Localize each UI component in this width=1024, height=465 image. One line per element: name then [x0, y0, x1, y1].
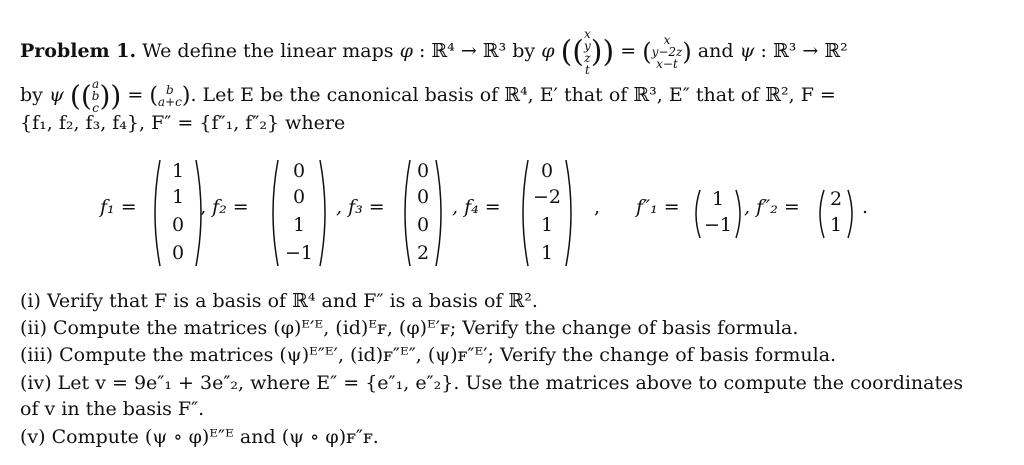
- f1-label: f₁ =: [100, 196, 137, 218]
- basis-definition: {f₁, f₂, f₃, f₄}, F″ = {f″₁, f″₂} where: [20, 112, 346, 134]
- map2-text: : ℝ³ → ℝ²: [760, 40, 848, 62]
- phi-symbol-2: φ: [541, 40, 555, 62]
- f4-entry: 0: [540, 160, 554, 182]
- end-period: .: [862, 196, 869, 218]
- problem-line-2: by ψ (( a b c )) = ( b a+c ). Let E be the canonical basis of ℝ⁴, E′ that of ℝ³, E″ that of ℝ², F =: [20, 77, 836, 115]
- f4-entry: −2: [532, 186, 561, 208]
- psi-symbol: ψ: [739, 40, 755, 62]
- f2-entry: 0: [292, 160, 306, 182]
- f2-entry: −1: [284, 242, 313, 264]
- f2-label: , f₂ =: [200, 196, 249, 218]
- psi-symbol-2: ψ: [48, 84, 64, 106]
- intro-text: We define the linear maps: [142, 40, 394, 62]
- basis-vectors: [0, 158, 1024, 268]
- f3-label: , f₃ =: [336, 196, 385, 218]
- f4-entry: 1: [540, 242, 554, 264]
- by-text: by: [20, 84, 43, 106]
- phi-symbol: φ: [399, 40, 413, 62]
- and-text: and: [697, 40, 734, 62]
- item-iv-continued: of v in the basis F″.: [20, 398, 205, 420]
- item-ii: (ii) Compute the matrices (φ)ᴱ′ᴱ, (id)ᴱꜰ, (φ)ᴱ′ꜰ; Verify the change of basis formula.: [20, 317, 799, 339]
- item-iii: (iii) Compute the matrices (ψ)ᴱ″ᴱ′, (id)ꜰ″ᴱ″, (ψ)ꜰ″ᴱ′; Verify the change of basis formula.: [20, 344, 837, 366]
- f4-entry: 1: [540, 214, 554, 236]
- f3-entry: 0: [416, 214, 430, 236]
- f1-entry: 1: [171, 160, 185, 182]
- f1pp-entry: 1: [711, 188, 725, 210]
- problem-line-1: Problem 1. We define the linear maps φ : ℝ⁴ → ℝ³ by φ (( x y z t )) = ( x y−2z x−t ) and ψ : ℝ³ → ℝ²: [20, 27, 848, 77]
- f4-label: , f₄ =: [452, 196, 501, 218]
- f3-entry: 0: [416, 186, 430, 208]
- equals: =: [620, 40, 637, 62]
- f2-entry: 0: [292, 186, 306, 208]
- separator-comma: ,: [594, 196, 601, 218]
- problem-line-3: [20, 112, 345, 134]
- psi-argument: a b c: [91, 77, 100, 115]
- item-v: (v) Compute (ψ ∘ φ)ᴱ″ᴱ and (ψ ∘ φ)ꜰ″ꜰ.: [20, 426, 379, 448]
- f3-entry: 0: [416, 160, 430, 182]
- f2pp-label: , f″₂ =: [744, 196, 800, 218]
- phi-argument: x y z t: [583, 27, 591, 77]
- item-iv: (iv) Let v = 9e″₁ + 3e″₂, where E″ = {e″₁, e″₂}. Use the matrices above to compute the coordinates: [20, 372, 964, 394]
- f2pp-entry: 2: [829, 188, 843, 210]
- psi-value: b a+c: [157, 83, 182, 109]
- f1-entry: 1: [171, 186, 185, 208]
- f1-entry: 0: [171, 242, 185, 264]
- line2-rest: . Let E be the canonical basis of ℝ⁴, E′ that of ℝ³, E″ that of ℝ², F =: [190, 84, 836, 106]
- f1pp-label: f″₁ =: [636, 196, 680, 218]
- problem-heading: Problem 1.: [20, 40, 137, 62]
- f2pp-entry: 1: [829, 214, 843, 236]
- item-i: (i) Verify that F is a basis of ℝ⁴ and F″ is a basis of ℝ².: [20, 290, 538, 312]
- f1-entry: 0: [171, 214, 185, 236]
- phi-value: x y−2z x−t: [651, 33, 683, 71]
- equals-2: =: [127, 84, 144, 106]
- map1-text: : ℝ⁴ → ℝ³ by: [418, 40, 536, 62]
- f2-entry: 1: [292, 214, 306, 236]
- f1pp-entry: −1: [703, 214, 732, 236]
- f3-entry: 2: [416, 242, 430, 264]
